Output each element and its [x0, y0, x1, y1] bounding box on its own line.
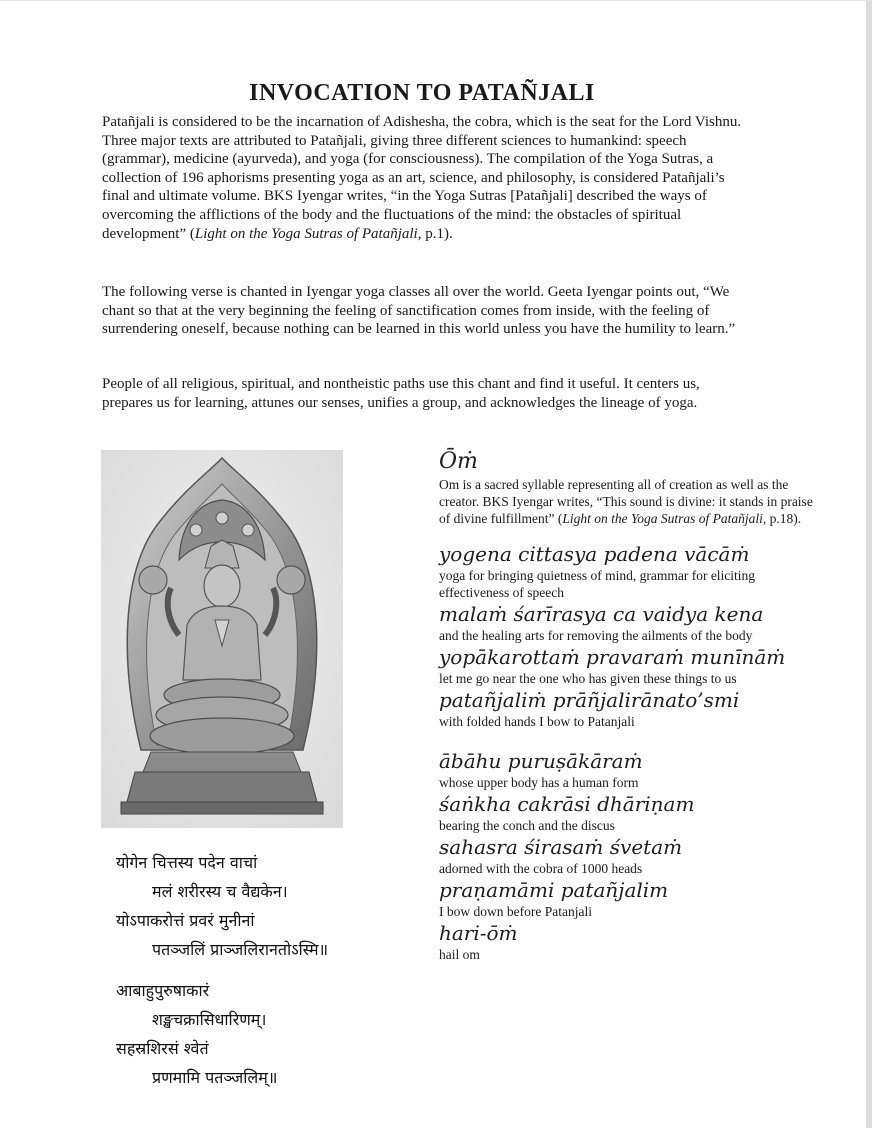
verse-sanskrit: yogena cittasya padena vācāṁ — [439, 542, 750, 566]
verse-sanskrit: hari-ōṁ — [439, 921, 518, 945]
page-title: INVOCATION TO PATAÑJALI — [249, 80, 595, 107]
verse-sanskrit: yopākarottaṁ pravaraṁ munīnāṁ — [439, 645, 786, 669]
devanagari-line-6: शङ्खचक्रासिधारिणम्। — [152, 1010, 267, 1029]
devanagari-line-7: सहस्रशिरसं श्वेतं — [116, 1039, 209, 1058]
verse-translation: let me go near the one who has given these things to us — [439, 671, 737, 686]
intro-p1-text: Patañjali is considered to be the incarnation of Adishesha, the cobra, which is the seat for the Lord Vishnu. Three major texts are attributed to Patañjali, giving three different sciences to humankind: speech (grammar), medicine (ayurveda), and yoga (for consciousness). The compilation of the Yoga Sutras, a collection of 196 aphorisms presenting yoga as an art, science, and philosophy, is considered Patañjali’s final and ultimate volume. BKS Iyengar writes, “in the Yoga Sutras [Patañjali] described the ways of overcoming the afflictions of the body and the fluctuations of the mind: the obstacles of spiritual development” ( — [102, 114, 742, 242]
om-heading: Ōṁ — [439, 449, 478, 474]
devanagari-line-4: पतञ्जलिं प्राञ्जलिरानतोऽस्मि॥ — [152, 940, 329, 959]
devanagari-line-2: मलं शरीरस्य च वैद्यकेन। — [152, 882, 288, 901]
verse-sanskrit: śaṅkha cakrāsi dhāriṇam — [439, 792, 695, 816]
om-description — [439, 476, 814, 527]
verse-translation: whose upper body has a human form — [439, 775, 639, 790]
verse-translation: with folded hands I bow to Patanjali — [439, 714, 635, 729]
om-desc-page: , p.18). — [762, 511, 802, 526]
devanagari-line-5: आबाहुपुरुषाकारं — [116, 981, 210, 1000]
verse-sanskrit: praṇamāmi patañjalim — [439, 878, 669, 902]
verse-sanskrit: patañjaliṁ prāñjalirānato’smi — [439, 688, 740, 712]
patanjali-statue-photo — [101, 450, 343, 828]
verse-translation: yoga for bringing quietness of mind, grammar for eliciting effectiveness of speech — [439, 568, 756, 600]
verse-sanskrit: ābāhu puruṣākāraṁ — [439, 749, 643, 773]
devanagari-line-1: योगेन चित्तस्य पदेन वाचां — [116, 853, 258, 872]
om-desc-text: Om is a sacred syllable representing all of creation as well as the creator. BKS Iyengar writes, “This sound is divine: it stands in praise of divine fulfillment” ( — [439, 477, 813, 526]
verse-sanskrit: sahasra śirasaṁ śvetaṁ — [439, 835, 683, 859]
devanagari-line-3: योऽपाकरोत्तं प्रवरं मुनीनां — [116, 911, 255, 930]
verse-transliteration-column — [439, 448, 814, 963]
verse-translation: adorned with the cobra of 1000 heads — [439, 861, 643, 876]
intro-paragraph-1 — [102, 113, 752, 243]
verse-translation: hail om — [439, 947, 480, 962]
verse-translation: and the healing arts for removing the ailments of the body — [439, 628, 753, 643]
patanjali-statue-icon — [101, 450, 343, 828]
verse-sanskrit: malaṁ śarīrasya ca vaidya kena — [439, 602, 764, 626]
intro-p1-page: , p.1). — [417, 225, 453, 242]
intro-paragraph-2: The following verse is chanted in Iyengar yoga classes all over the world. Geeta Iyengar points out, “We chant so that at the very beginning the feeling of sanctification comes from inside, with the feeling of surrendering oneself, because nothing can be learned in this world unless you have the humility to learn.” — [102, 284, 736, 338]
devanagari-line-8: प्रणमामि पतञ्जलिम्॥ — [152, 1068, 278, 1087]
intro-paragraph-3: People of all religious, spiritual, and nontheistic paths use this chant and find it useful. It centers us, prepares us for learning, attunes our senses, unifies a group, and acknowledges the lineage of yoga. — [102, 376, 700, 411]
devanagari-verse — [116, 848, 356, 1092]
intro-p1-citation: Light on the Yoga Sutras of Patañjali — [194, 225, 418, 242]
om-desc-citation: Light on the Yoga Sutras of Patañjali — [562, 511, 763, 526]
verse-translation: bearing the conch and the discus — [439, 818, 615, 833]
verse-translation: I bow down before Patanjali — [439, 904, 592, 919]
